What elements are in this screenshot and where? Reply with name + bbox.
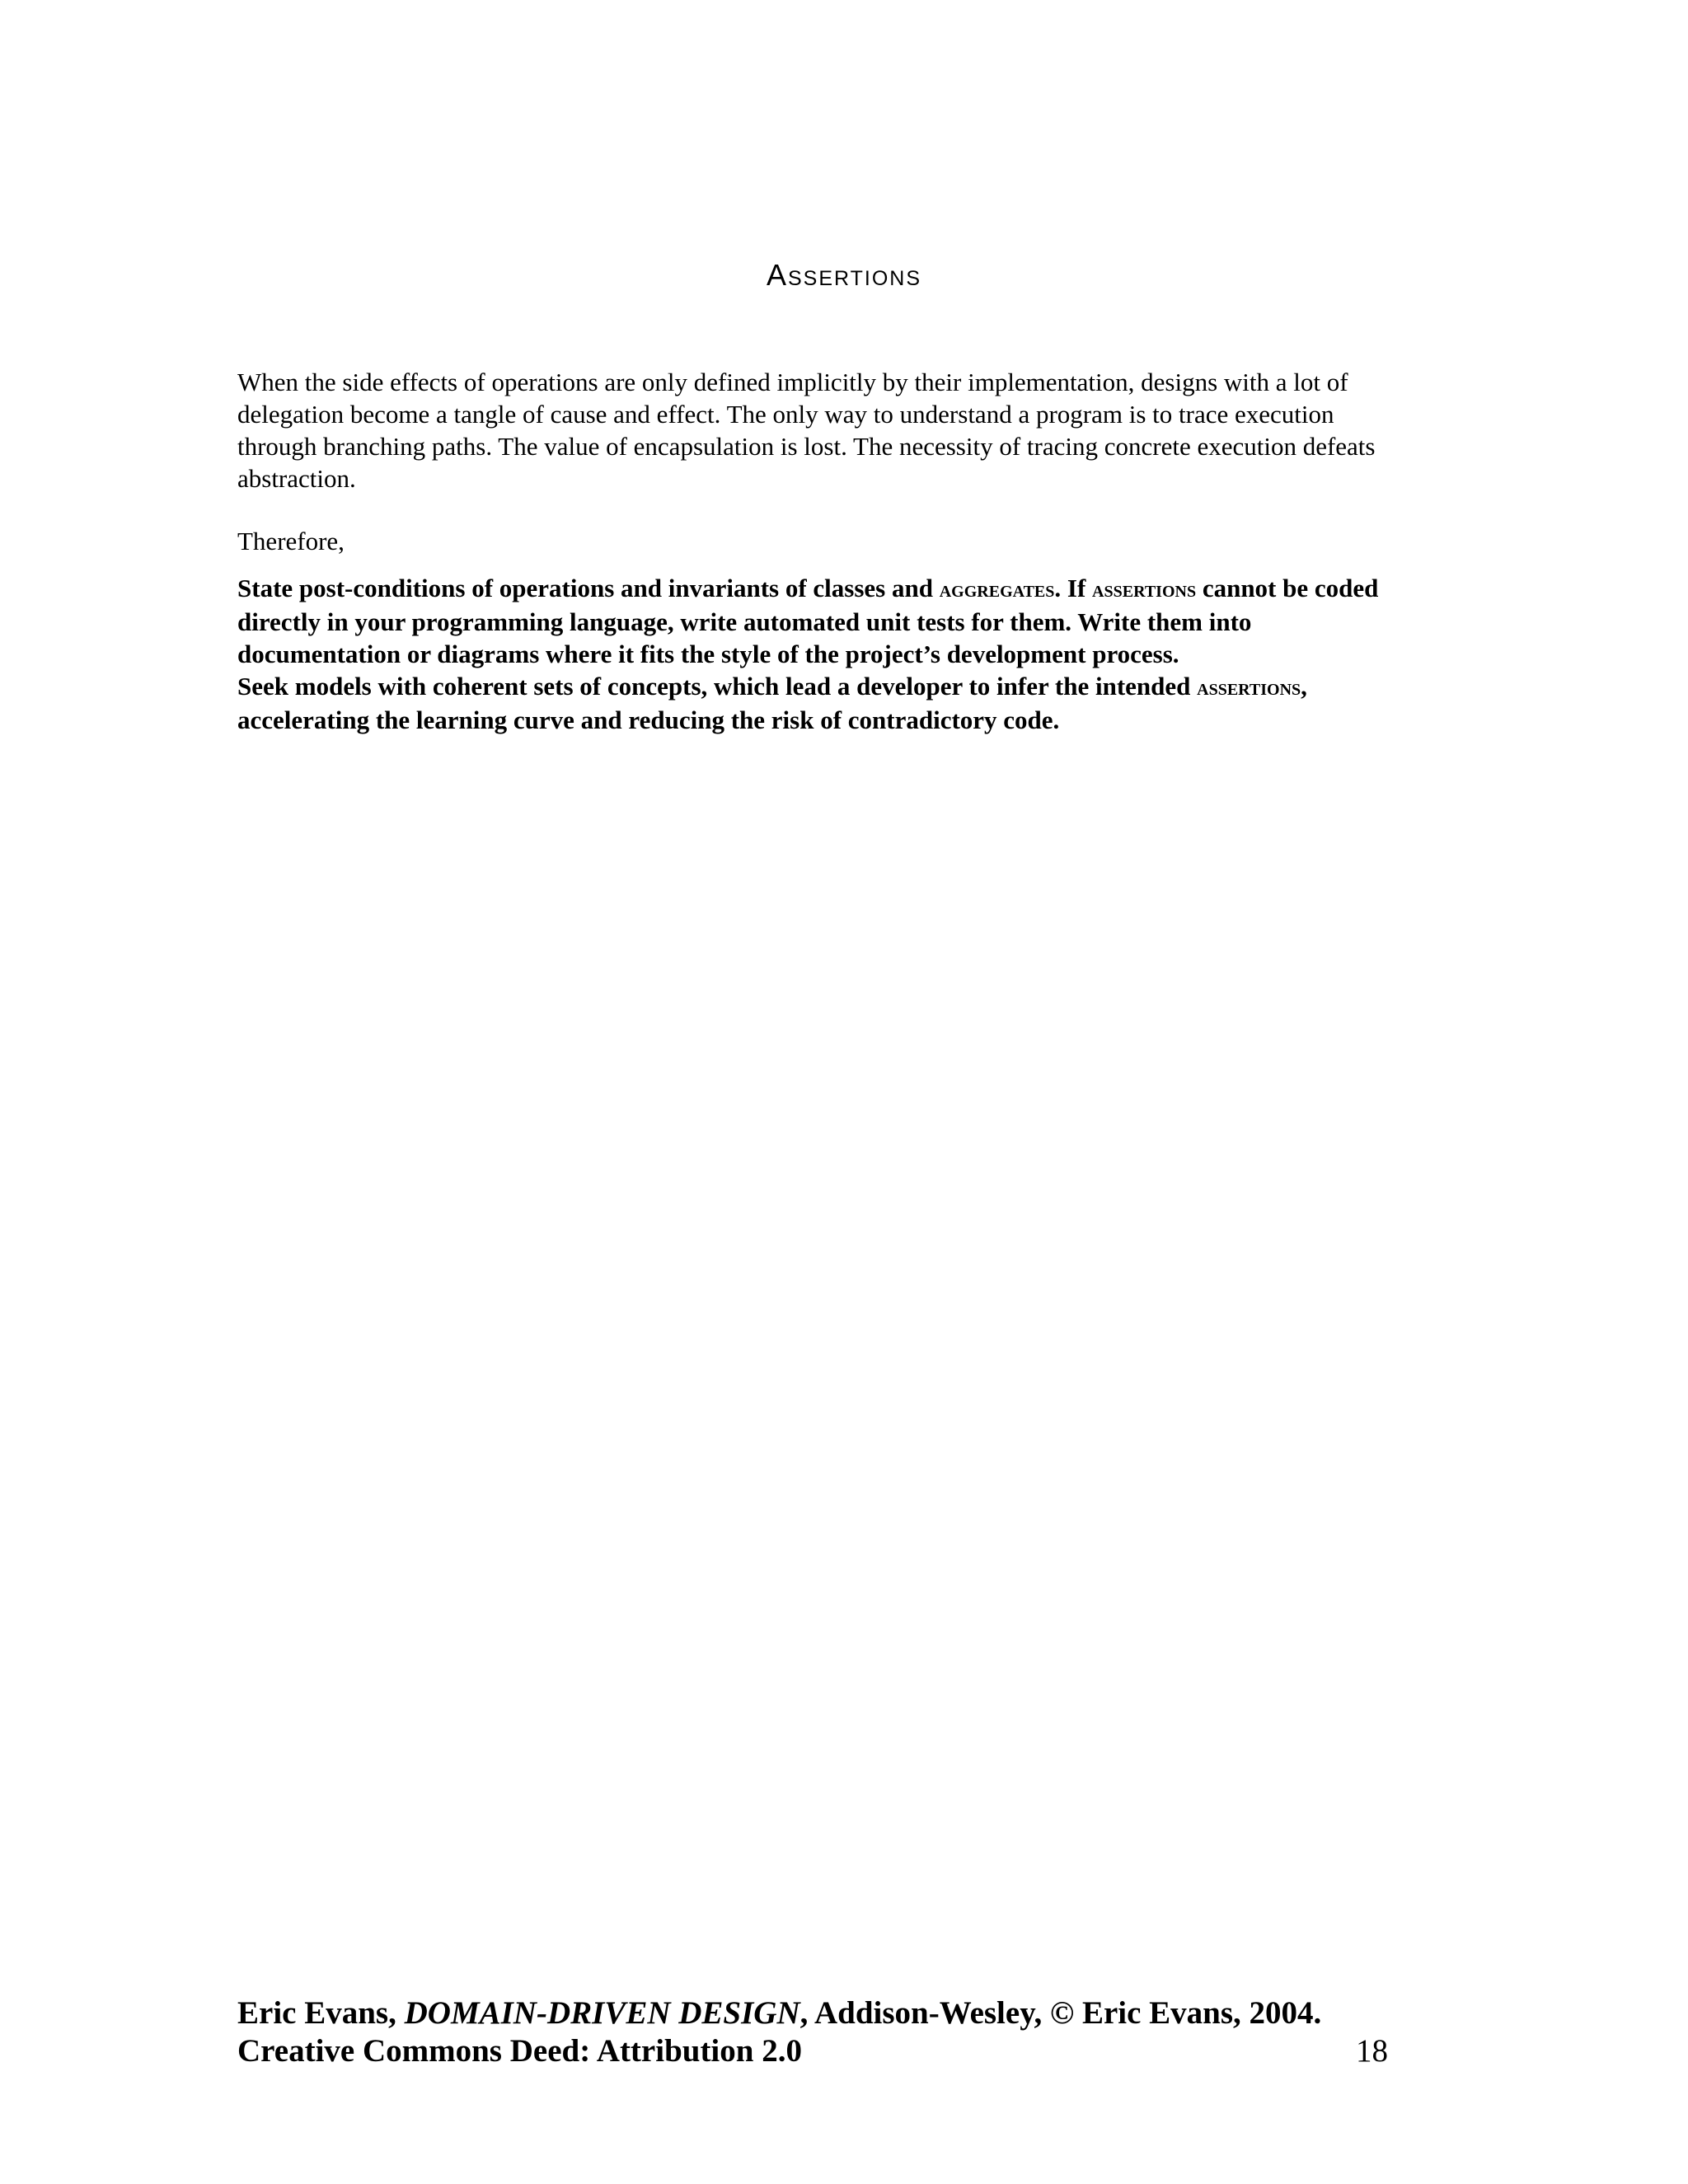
assertions-term: assertions: [1197, 675, 1301, 701]
summary-text: Seek models with coherent sets of concepts, which lead a developer to infer the intended: [237, 672, 1198, 701]
summary-text: cannot be coded directly in your programming language, write automated unit tests for them. Write them into documentation or diagrams where it fits the style of the project’s development process.: [237, 574, 1379, 668]
therefore-paragraph: Therefore,: [237, 527, 345, 555]
citation-line: [237, 1994, 1388, 2032]
footer-license: Creative Commons Deed: Attribution 2.0: [237, 2033, 802, 2069]
pattern-summary-second-sentence: [237, 670, 1400, 736]
footer-author: Eric Evans,: [237, 1995, 405, 2031]
assertions-term: assertions: [1092, 577, 1197, 602]
footer-book-title: DOMAIN-DRIVEN DESIGN: [404, 1995, 800, 2031]
aggregates-term: aggregates: [939, 577, 1055, 602]
license-line: [237, 2032, 1388, 2070]
page-footer: [237, 1994, 1388, 2070]
section-heading: Assertions: [766, 258, 922, 292]
pattern-summary: [237, 572, 1400, 736]
summary-text: State post-conditions of operations and invariants of classes and: [237, 574, 940, 602]
pattern-summary-first-sentence: [237, 572, 1400, 670]
summary-text: , accelerating the learning curve and reducing the risk of contradictory code.: [237, 672, 1307, 734]
summary-text: . If: [1054, 574, 1093, 602]
intro-paragraph: When the side effects of operations are only defined implicitly by their implementation, designs with a lot of delegation become a tangle of cause and effect. The only way to understand a program is to trace execution through branching paths. The value of encapsulation is lost. The necessity of tracing concrete execution defeats abstraction.: [237, 368, 1376, 493]
page-number: 18: [1356, 2033, 1388, 2069]
footer-publisher: , Addison-Wesley, © Eric Evans, 2004.: [799, 1995, 1322, 2031]
